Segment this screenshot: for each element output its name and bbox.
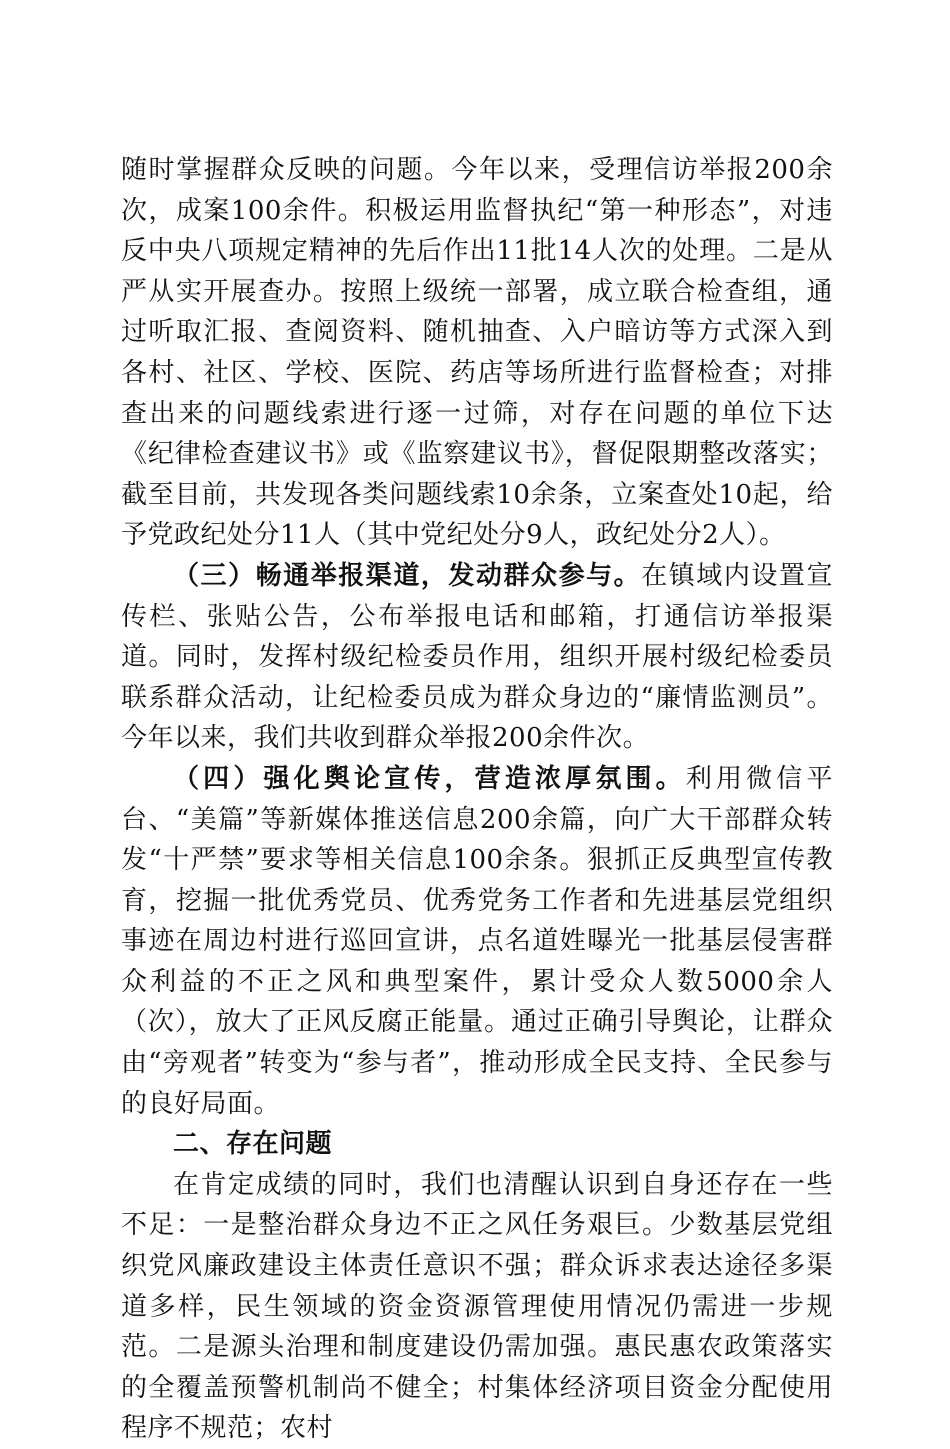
paragraph-reporting-channels: [121, 556, 833, 759]
section-heading-problems: 二、存在问题: [173, 1129, 333, 1160]
paragraph-text: 在镇域内设置宣传栏、张贴公告，公布举报电话和邮箱，打通信访举报渠道。同时，发挥村级纪检委员作用，组织开展村级纪检委员联系群众活动，让纪检委员成为群众身边的“廉情监测员”。今年以来，我们共收到群众举报200余件次。: [121, 560, 833, 754]
paragraph-continuation: [121, 150, 833, 556]
paragraph-problems: [121, 1165, 833, 1449]
paragraph-text: 随时掌握群众反映的问题。今年以来，受理信访举报200余次，成案100余件。积极运用监督执纪“第一种形态”，对违反中央八项规定精神的先后作出11批14人次的处理。二是从严从实开展查办。按照上级统一部署，成立联合检查组，通过听取汇报、查阅资料、随机抽查、入户暗访等方式深入到各村、社区、学校、医院、药店等场所进行监督检查；对排查出来的问题线索进行逐一过筛，对存在问题的单位下达《纪律检查建议书》或《监察建议书》，督促限期整改落实；截至目前，共发现各类问题线索10余条，立案查处10起，给予党政纪处分11人（其中党纪处分9人，政纪处分2人）。: [121, 155, 833, 551]
subsection-heading-3: （三）畅通举报渠道，发动群众参与。: [173, 560, 642, 591]
subsection-heading-4: （四）强化舆论宣传，营造浓厚氛围。: [173, 763, 686, 794]
paragraph-publicity: [121, 759, 833, 1124]
paragraph-text: 利用微信平台、“美篇”等新媒体推送信息200余篇，向广大干部群众转发“十严禁”要求等相关信息100余条。狠抓正反典型宣传教育，挖掘一批优秀党员、优秀党务工作者和先进基层党组织事迹在周边村进行巡回宣讲，点名道姓曝光一批基层侵害群众利益的不正之风和典型案件，累计受众人数5000余人（次），放大了正风反腐正能量。通过正确引导舆论，让群众由“旁观者”转变为“参与者”，推动形成全民支持、全民参与的良好局面。: [121, 763, 833, 1119]
document-body: [121, 150, 833, 1449]
paragraph-text: 在肯定成绩的同时，我们也清醒认识到自身还存在一些不足：一是整治群众身边不正之风任务艰巨。少数基层党组织党风廉政建设主体责任意识不强；群众诉求表达途径多渠道多样，民生领域的资金资源管理使用情况仍需进一步规范。二是源头治理和制度建设仍需加强。惠民惠农政策落实的全覆盖预警机制尚不健全；村集体经济项目资金分配使用程序不规范；农村: [121, 1169, 833, 1444]
